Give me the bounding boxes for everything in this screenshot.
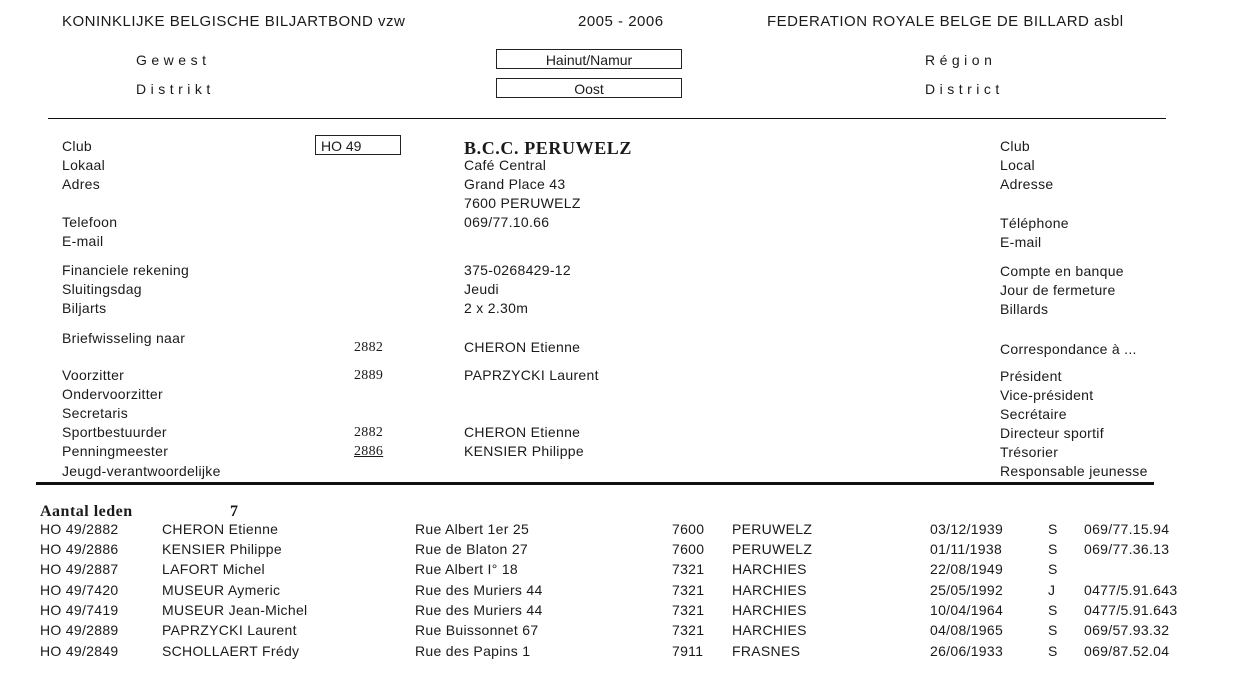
member-city: HARCHIES — [732, 622, 807, 638]
member-street: Rue Albert I° 18 — [415, 561, 519, 577]
region-label-fr: Région — [925, 52, 997, 68]
district-label-nl: Distrikt — [136, 81, 215, 97]
member-category: S — [1048, 541, 1058, 557]
member-category: S — [1048, 643, 1058, 659]
member-street: Rue Albert 1er 25 — [415, 521, 530, 537]
member-city: HARCHIES — [732, 602, 807, 618]
member-name: CHERON Etienne — [162, 521, 279, 537]
top-divider — [48, 118, 1166, 119]
season: 2005 - 2006 — [578, 13, 664, 30]
field-label-fr: E-mail — [1000, 234, 1042, 250]
member-street: Rue des Muriers 44 — [415, 582, 543, 598]
field-label-fr: Billards — [1000, 301, 1049, 317]
member-street: Rue des Papins 1 — [415, 643, 531, 659]
members-count-value: 7 — [230, 503, 238, 520]
club-label-fr: Club — [1000, 138, 1030, 154]
district-label-fr: District — [925, 81, 1004, 97]
member-birthdate: 25/05/1992 — [930, 582, 1004, 598]
official-name: CHERON Etienne — [464, 339, 581, 355]
field-value: Café Central — [464, 157, 547, 173]
table-row — [0, 622, 1236, 642]
field-value: 375-0268429-12 — [464, 262, 571, 278]
members-count-label: Aantal leden — [40, 503, 133, 520]
member-city: HARCHIES — [732, 561, 807, 577]
official-role-nl: Penningmeester — [62, 443, 169, 459]
member-zip: 7321 — [672, 582, 705, 598]
table-row — [0, 582, 1236, 602]
official-member-number: 2882 — [354, 425, 384, 440]
member-zip: 7600 — [672, 521, 705, 537]
official-role-fr: Correspondance à ... — [1000, 341, 1137, 357]
field-label-nl: Biljarts — [62, 300, 107, 316]
field-label-nl: Adres — [62, 176, 101, 192]
club-label-nl: Club — [62, 138, 92, 154]
member-birthdate: 26/06/1933 — [930, 643, 1004, 659]
member-phone: 0477/5.91.643 — [1084, 602, 1178, 618]
field-label-nl: Sluitingsdag — [62, 281, 142, 297]
member-id: HO 49/2889 — [40, 622, 119, 638]
official-role-nl: Secretaris — [62, 405, 129, 421]
member-id: HO 49/2882 — [40, 521, 119, 537]
members-divider — [36, 482, 1154, 485]
member-id: HO 49/7420 — [40, 582, 119, 598]
official-role-fr: Secrétaire — [1000, 406, 1067, 422]
table-row — [0, 521, 1236, 541]
official-role-nl: Voorzitter — [62, 367, 125, 383]
official-member-number: 2889 — [354, 368, 384, 383]
official-role-fr: Vice-président — [1000, 387, 1094, 403]
member-city: HARCHIES — [732, 582, 807, 598]
official-role-fr: Trésorier — [1000, 444, 1059, 460]
field-value: Jeudi — [464, 281, 499, 297]
official-role-nl: Ondervoorzitter — [62, 386, 163, 402]
member-birthdate: 03/12/1939 — [930, 521, 1004, 537]
member-street: Rue Buissonnet 67 — [415, 622, 539, 638]
member-city: PERUWELZ — [732, 521, 813, 537]
field-label-nl: Telefoon — [62, 214, 118, 230]
field-label-fr: Compte en banque — [1000, 263, 1124, 279]
official-name: KENSIER Philippe — [464, 443, 584, 459]
official-role-nl: Sportbestuurder — [62, 424, 167, 440]
member-name: MUSEUR Jean-Michel — [162, 602, 308, 618]
member-id: HO 49/2849 — [40, 643, 119, 659]
member-city: PERUWELZ — [732, 541, 813, 557]
member-city: FRASNES — [732, 643, 801, 659]
field-value: Grand Place 43 — [464, 176, 566, 192]
field-label-nl: Lokaal — [62, 157, 106, 173]
field-label-fr: Adresse — [1000, 176, 1054, 192]
club-name: B.C.C. PERUWELZ — [464, 138, 633, 158]
member-category: S — [1048, 521, 1058, 537]
field-value: 7600 PERUWELZ — [464, 195, 581, 211]
federation-name-nl: KONINKLIJKE BELGISCHE BILJARTBOND vzw — [62, 13, 406, 30]
table-row — [0, 643, 1236, 663]
member-birthdate: 10/04/1964 — [930, 602, 1004, 618]
member-zip: 7321 — [672, 622, 705, 638]
member-birthdate: 04/08/1965 — [930, 622, 1004, 638]
field-value: 2 x 2.30m — [464, 300, 529, 316]
member-birthdate: 01/11/1938 — [930, 541, 1003, 557]
region-label-nl: Gewest — [136, 52, 211, 68]
member-zip: 7600 — [672, 541, 705, 557]
member-phone: 0477/5.91.643 — [1084, 582, 1178, 598]
member-street: Rue de Blaton 27 — [415, 541, 528, 557]
official-role-fr: Directeur sportif — [1000, 425, 1104, 441]
member-id: HO 49/2887 — [40, 561, 119, 577]
member-phone: 069/57.93.32 — [1084, 622, 1170, 638]
member-id: HO 49/7419 — [40, 602, 119, 618]
member-zip: 7321 — [672, 602, 705, 618]
member-birthdate: 22/08/1949 — [930, 561, 1004, 577]
member-name: KENSIER Philippe — [162, 541, 282, 557]
table-row — [0, 541, 1236, 561]
field-label-nl: Financiele rekening — [62, 262, 190, 278]
table-row — [0, 561, 1236, 581]
official-name: CHERON Etienne — [464, 424, 581, 440]
member-street: Rue des Muriers 44 — [415, 602, 543, 618]
field-label-fr: Local — [1000, 157, 1035, 173]
member-name: SCHOLLAERT Frédy — [162, 643, 300, 659]
member-phone: 069/87.52.04 — [1084, 643, 1170, 659]
official-role-fr: Président — [1000, 368, 1062, 384]
member-category: J — [1048, 582, 1056, 598]
official-role-nl: Briefwisseling naar — [62, 330, 186, 346]
member-phone: 069/77.15.94 — [1084, 521, 1170, 537]
member-id: HO 49/2886 — [40, 541, 119, 557]
member-name: LAFORT Michel — [162, 561, 265, 577]
club-code-box: HO 49 — [315, 135, 401, 155]
field-label-fr: Jour de fermeture — [1000, 282, 1116, 298]
member-zip: 7911 — [672, 643, 704, 659]
member-name: PAPRZYCKI Laurent — [162, 622, 297, 638]
official-member-number: 2882 — [354, 340, 384, 355]
member-zip: 7321 — [672, 561, 705, 577]
member-category: S — [1048, 561, 1058, 577]
member-category: S — [1048, 622, 1058, 638]
official-role-fr: Responsable jeunesse — [1000, 463, 1148, 479]
district-value-box: Oost — [496, 78, 682, 98]
official-member-number: 2886 — [354, 444, 384, 459]
field-value: 069/77.10.66 — [464, 214, 550, 230]
member-category: S — [1048, 602, 1058, 618]
region-value-box: Hainut/Namur — [496, 49, 682, 69]
table-row — [0, 602, 1236, 622]
member-phone: 069/77.36.13 — [1084, 541, 1170, 557]
official-name: PAPRZYCKI Laurent — [464, 367, 599, 383]
member-name: MUSEUR Aymeric — [162, 582, 281, 598]
official-role-nl: Jeugd-verantwoordelijke — [62, 463, 221, 479]
field-label-fr: Téléphone — [1000, 215, 1069, 231]
field-label-nl: E-mail — [62, 233, 104, 249]
federation-name-fr: FEDERATION ROYALE BELGE DE BILLARD asbl — [767, 13, 1124, 30]
